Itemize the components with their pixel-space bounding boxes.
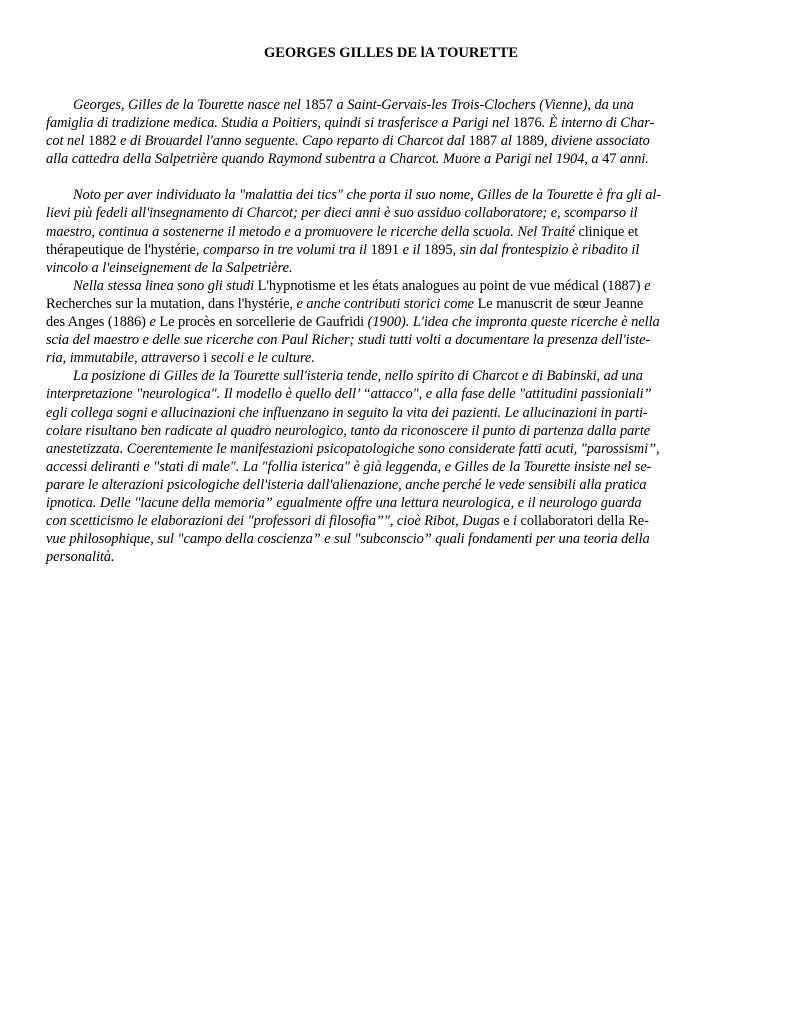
text-line xyxy=(46,349,706,367)
roman-run: i xyxy=(203,350,208,367)
roman-run: collaboratori della Re- xyxy=(520,513,649,530)
italic-run: Nella stessa linea sono gli studi xyxy=(73,277,258,294)
roman-run: 1857 xyxy=(304,97,333,113)
paragraph xyxy=(46,96,706,168)
text-line xyxy=(46,259,706,277)
roman-run: 1889 xyxy=(515,133,544,150)
italic-run: a Saint-Gervais-les Trois-Clochers (Vienne), da una xyxy=(332,97,634,113)
paragraph xyxy=(46,367,706,566)
text-line xyxy=(46,114,706,132)
italic-run: vincolo a l'einseignement de la Salpetrière. xyxy=(46,259,293,276)
italic-run: lievi più fedeli all'insegnamento di Charcot; per dieci anni è suo assiduo collaboratore; e, scomparso il xyxy=(46,205,638,222)
text-line xyxy=(46,367,706,385)
text-line xyxy=(46,150,706,168)
text-line xyxy=(46,295,706,313)
document-page xyxy=(46,44,706,566)
italic-run: comparso in tre volumi tra il xyxy=(202,241,371,258)
italic-run: e anche contributi storici come xyxy=(296,295,478,312)
text-line xyxy=(46,96,706,114)
roman-run: L'hypnotisme et les états analogues au point de vue médical (1887) xyxy=(257,277,645,294)
roman-run: 1887 xyxy=(468,133,498,150)
italic-run: cot nel xyxy=(46,133,88,150)
italic-run: secoli e le culture. xyxy=(207,350,315,367)
italic-run: ria, immutabile, attraverso xyxy=(46,350,204,367)
italic-run: famiglia di tradizione medica. Studia a Poitiers, quindi si trasferisce a Parigi nel xyxy=(46,115,514,132)
text-line xyxy=(46,186,706,204)
page-title: GEORGES GILLES DE lA TOURETTE xyxy=(263,45,519,61)
italic-run: interpretazione "neurologica". Il modello è quello dell’ “attacco", e alla fase delle "attitudini passioniali” xyxy=(46,386,652,403)
text-line xyxy=(46,476,706,494)
text-line xyxy=(46,422,706,440)
italic-run: parare le alterazioni psicologiche dell'isteria dall'alienazione, anche perché le vede sensibili alla pratica xyxy=(46,476,647,493)
italic-run: scia del maestro e delle sue ricerche con Paul Richer; studi tutti volti a documentare la presenza dell'iste- xyxy=(46,332,651,349)
italic-run: La posizione di Gilles de la Tourette sull'isteria tende, nello spirito di Charcot e di Babinski, ad una xyxy=(73,368,643,385)
italic-run: al xyxy=(497,133,516,150)
italic-run: egli collega sogni e allucinazioni che influenzano in seguito la vita dei pazienti. Le allucinazioni in parti- xyxy=(46,404,648,421)
roman-run: 1895 xyxy=(423,241,453,258)
text-line xyxy=(46,548,706,566)
text-line xyxy=(46,132,706,150)
text-line xyxy=(46,223,706,241)
italic-run: alla cattedra della Salpetrière quando Raymond subentra a Charcot. Muore a Parigi nel 1904, a xyxy=(46,151,603,168)
italic-run: colare risultano ben radicate al quadro neurologico, tanto da riconoscere il punto di partenza dalla parte xyxy=(46,422,651,439)
roman-run: clinique et xyxy=(578,223,639,240)
roman-run: 1891 xyxy=(370,241,400,258)
italic-run: vue philosophique, sul "campo della coscienza” e sul "subconscio” quali fondamenti per una teoria della xyxy=(46,531,650,548)
italic-run: ipnotica. Delle "lacune della memoria” egualmente offre una lettura neurologica, e il neurologo guarda xyxy=(46,494,642,511)
text-line xyxy=(46,331,706,349)
italic-run: con scetticismo le elaborazioni dei "professori di filosofia”", cioè Ribot, Dugas xyxy=(46,513,504,530)
italic-run: personalità. xyxy=(46,549,115,566)
roman-run: thérapeutique de l'hystérie, xyxy=(46,241,203,258)
roman-run: 1882 xyxy=(87,133,117,150)
italic-run: anestetizzata. Coerentemente le manifestazioni psicopatologiche sono considerate fatti acuti, "parossismi”, xyxy=(46,440,660,457)
text-line xyxy=(46,530,706,548)
text-line xyxy=(46,512,706,530)
paragraph xyxy=(46,277,706,367)
italic-run: Noto per aver individuato la "malattia dei tics" che porta il suo nome, Gilles de la Tourette è fra gli al- xyxy=(73,187,662,204)
italic-run: e il xyxy=(399,241,424,258)
text-line xyxy=(46,404,706,422)
text-line xyxy=(46,494,706,512)
italic-run: , sin dal frontespizio è ribadito il xyxy=(452,241,640,258)
italic-run: anni. xyxy=(616,151,649,168)
roman-run: e xyxy=(503,513,510,530)
roman-run: 47 xyxy=(602,151,617,168)
roman-run: Recherches sur la mutation, dans l'hystérie, xyxy=(46,295,297,312)
italic-run: e xyxy=(149,314,160,331)
italic-run: e di Brouardel l'anno seguente. Capo reparto di Charcot dal xyxy=(116,133,469,150)
italic-run: Georges, Gilles de la Tourette nasce nel xyxy=(73,97,305,113)
text-line xyxy=(46,313,706,331)
roman-run: Le manuscrit de sœur Jeanne xyxy=(477,295,644,312)
text-line xyxy=(46,440,706,458)
roman-run: 1876 xyxy=(513,115,542,132)
text-line xyxy=(46,277,706,295)
italic-run: maestro, continua a sostenerne il metodo e a promuovere le ricerche della scuola. Nel Traité xyxy=(46,223,579,240)
text-line xyxy=(46,458,706,476)
italic-run: (1900). L'idea che impronta queste ricerche è nella xyxy=(367,314,660,331)
italic-run: , diviene associato xyxy=(544,133,650,150)
text-line xyxy=(46,385,706,403)
italic-run: e xyxy=(644,277,651,294)
italic-run: accessi deliranti e "stati di male". La "follia isterica" è già leggenda, e Gilles de la Tourette insiste nel se- xyxy=(46,458,652,475)
roman-run: des Anges (1886) xyxy=(46,314,150,331)
text-line xyxy=(46,241,706,259)
roman-run: Le procès en sorcellerie de Gaufridi xyxy=(159,314,368,331)
body-text xyxy=(46,96,706,566)
italic-run: i xyxy=(509,513,521,530)
italic-run: . È interno di Char- xyxy=(541,115,655,132)
paragraph xyxy=(46,186,706,276)
text-line xyxy=(46,204,706,222)
